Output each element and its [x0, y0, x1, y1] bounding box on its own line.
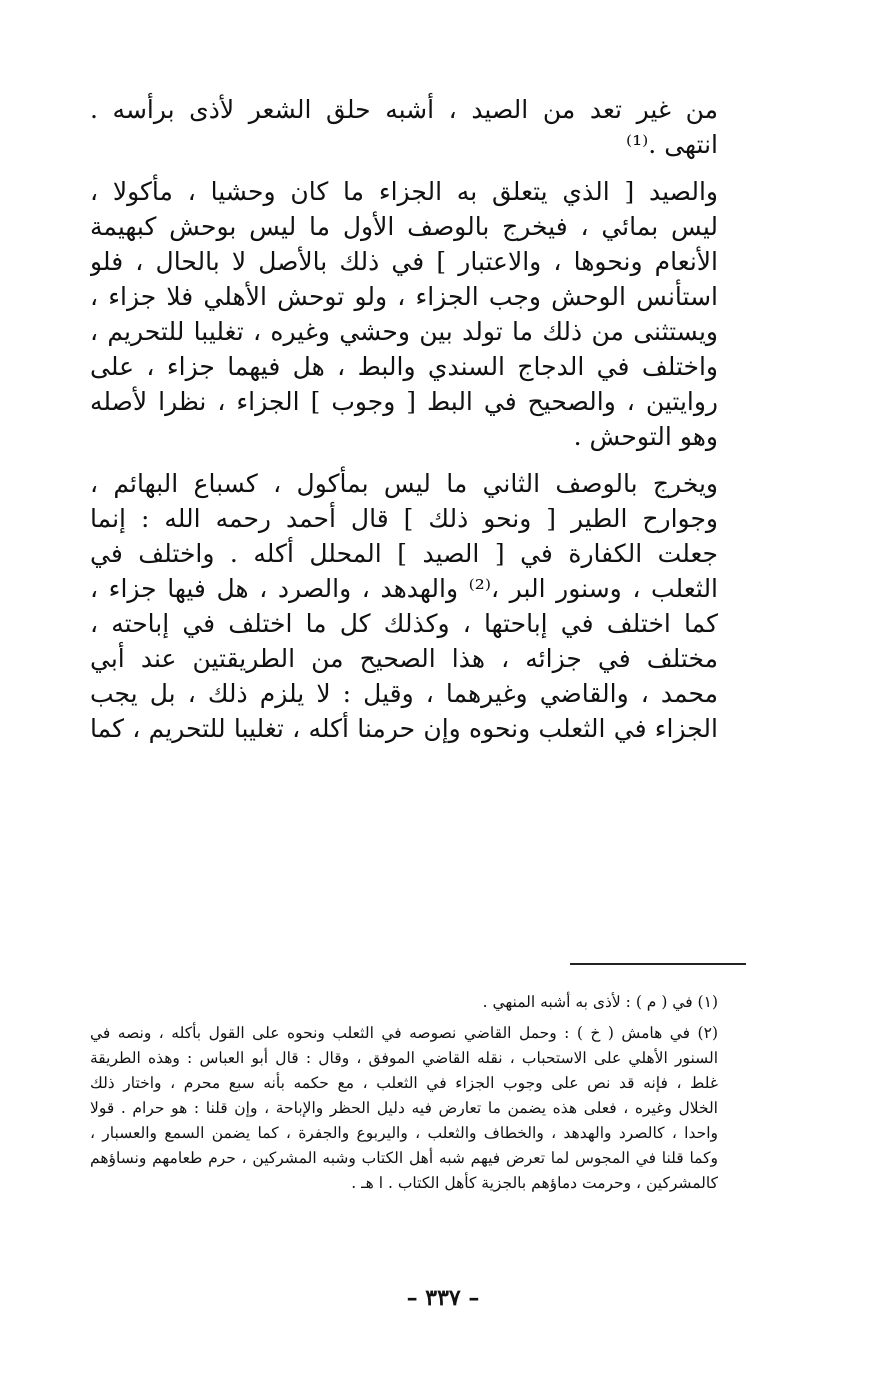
text-line: واختلف في الدجاج السندي والبط ، هل فيهما جزاء ، على	[90, 352, 718, 381]
text-line: جعلت الكفارة في [ الصيد ] المحلل أكله . واختلف في	[90, 539, 718, 568]
page-number: – ٣٣٧ –	[406, 1285, 480, 1311]
text-line: استأنس الوحش وجب الجزاء ، ولو توحش الأهلي فلا جزاء ،	[90, 282, 718, 311]
footnote-line: وكما قلنا في المجوس لما تعرض فيهم شبه أهل الكتاب وشبه المشركين ، حرم طعامهم ونساؤهم	[90, 1149, 718, 1167]
text-line: ليس بمائي ، فيخرج بالوصف الأول ما ليس بوحش كبهيمة	[90, 212, 718, 241]
footnote-line: كالمشركين ، وحرمت دماؤهم بالجزية كأهل الكتاب . ا هـ .	[351, 1174, 718, 1192]
text-line: والصيد [ الذي يتعلق به الجزاء ما كان وحشيا ، مأكولا ،	[90, 177, 718, 206]
text-line: ويستثنى من ذلك ما تولد بين وحشي وغيره ، تغليبا للتحريم ،	[90, 317, 718, 346]
footnote-line: السنور الأهلي على الاستحباب ، نقله القاضي الموفق ، وقال : قال أبو العباس : وهذه الطريقة	[90, 1049, 718, 1067]
footnote-line: الخلال وغيره ، فعلى هذه يضمن ما تعارض فيه دليل الحظر والإباحة ، وإن قلنا : هو حرام . قولا	[90, 1099, 718, 1117]
text-line: وجوارح الطير [ ونحو ذلك ] قال أحمد رحمه الله : إنما	[90, 504, 718, 533]
main-text	[90, 92, 718, 746]
text-line: روايتين ، والصحيح في البط [ وجوب ] الجزاء ، نظرا لأصله	[90, 387, 718, 416]
footnote-line: (١) في ( م ) : لأذى به أشبه المنهي .	[482, 993, 718, 1011]
text-line: وهو التوحش .	[573, 422, 718, 451]
text-line: محمد ، والقاضي وغيرهما ، وقيل : لا يلزم ذلك ، بل يجب	[90, 679, 718, 708]
footnote-divider	[570, 963, 746, 965]
text-line: الأنعام ونحوها ، والاعتبار ] في ذلك بالأصل لا بالحال ، فلو	[90, 247, 718, 276]
text-line: من غير تعد من الصيد ، أشبه حلق الشعر لأذى برأسه .	[90, 95, 718, 124]
footnote-line: واحدا ، كالصرد والهدهد ، والخطاف والثعلب ، واليربوع والجفرة ، كما يضمن السمع والعسبار ،	[90, 1124, 718, 1142]
footnote-line: (٢) في هامش ( خ ) : وحمل القاضي نصوصه في الثعلب ونحوه على القول بأكله ، ونصه في	[90, 1024, 718, 1042]
footnote-line: غلط ، فإنه قد نص على وجوب الجزاء في الثعلب ، مع حكمه بأنه سبع محرم ، واختار ذلك	[90, 1074, 718, 1092]
text-line: كما اختلف في إباحتها ، وكذلك كل ما اختلف في إباحته ،	[90, 609, 718, 638]
text-line: انتهى .⁽¹⁾	[625, 130, 718, 159]
text-line: الجزاء في الثعلب ونحوه وإن حرمنا أكله ، تغليبا للتحريم ، كما	[90, 714, 718, 743]
footnotes	[90, 990, 718, 1196]
text-line: ويخرج بالوصف الثاني ما ليس بمأكول ، كسباع البهائم ،	[90, 469, 718, 498]
text-line: مختلف في جزائه ، هذا الصحيح من الطريقتين عند أبي	[90, 644, 718, 673]
text-line: الثعلب ، وسنور البر ،⁽²⁾ والهدهد ، والصرد ، هل فيها جزاء ،	[90, 574, 718, 603]
